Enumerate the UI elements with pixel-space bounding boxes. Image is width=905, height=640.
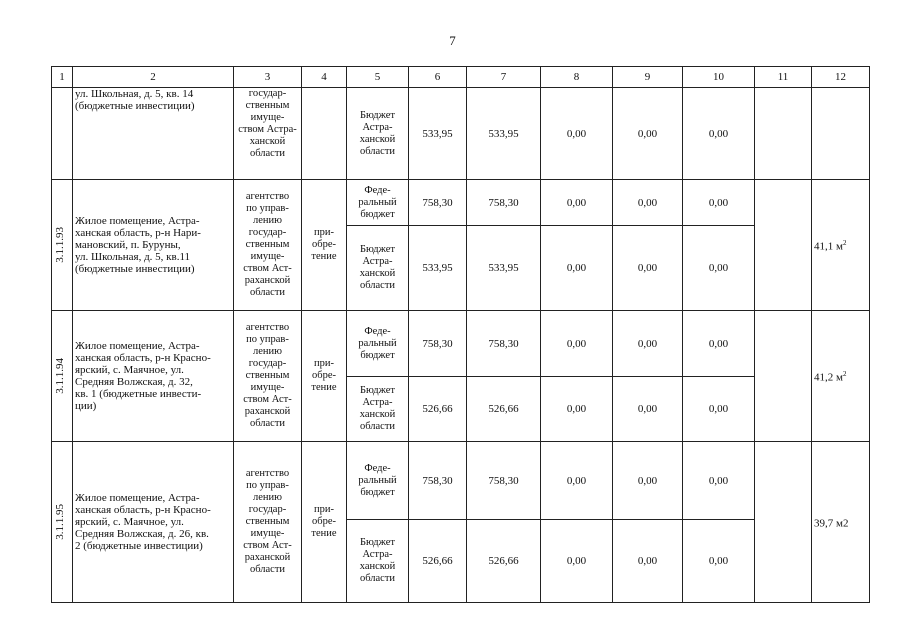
area-cell [812, 180, 870, 311]
source-cell: Бюджет Астра- ханской области [347, 226, 409, 311]
agency-cell: агентство по управ- лению государ- ственным имуще- ством Аст- раханской области [234, 442, 302, 603]
value-cell: 0,00 [541, 180, 613, 226]
col-header-9: 9 [613, 67, 683, 88]
value-cell: 0,00 [613, 226, 683, 311]
value-cell: 758,30 [467, 442, 541, 520]
code-cell [52, 311, 73, 442]
area-cell [812, 442, 870, 603]
value-cell: 526,66 [409, 377, 467, 442]
code-cell [52, 88, 73, 180]
area-cell [812, 88, 870, 180]
value-cell: 0,00 [613, 180, 683, 226]
value-cell: 0,00 [683, 226, 755, 311]
address-cell: Жилое помещение, Астра- ханская область, р-н Нари- мановский, п. Буруны, ул. Школьная, д. 5, кв.11 (бюджетные инвестиции) [73, 180, 234, 311]
table-row [52, 442, 870, 520]
address-cell: ул. Школьная, д. 5, кв. 14 (бюджетные инвестиции) [73, 88, 234, 180]
source-cell: Бюджет Астра- ханской области [347, 88, 409, 180]
value-cell: 0,00 [683, 520, 755, 603]
value-cell: 0,00 [613, 442, 683, 520]
value-cell: 533,95 [467, 226, 541, 311]
col-header-7: 7 [467, 67, 541, 88]
item-code: 3.1.1.94 [54, 358, 66, 394]
col-header-2: 2 [73, 67, 234, 88]
area-unit-sup: 2 [842, 239, 847, 248]
item-code: 3.1.1.93 [54, 227, 66, 263]
code-cell [52, 442, 73, 603]
address-cell: Жилое помещение, Астра- ханская область, р-н Красно- ярский, с. Маячное, ул. Средняя Волжская, д. 32, кв. 1 (бюджетные инвести- ции) [73, 311, 234, 442]
empty-cell [755, 442, 812, 603]
value-cell: 758,30 [467, 180, 541, 226]
table-row [52, 180, 870, 226]
col-header-12: 12 [812, 67, 870, 88]
area-cell [812, 311, 870, 442]
agency-cell: государ- ственным имуще- ством Астра- ханской области [234, 88, 302, 180]
value-cell: 758,30 [409, 311, 467, 377]
agency-cell: агентство по управ- лению государ- ственным имуще- ством Аст- раханской области [234, 180, 302, 311]
value-cell: 0,00 [683, 88, 755, 180]
col-header-11: 11 [755, 67, 812, 88]
source-cell: Феде- ральный бюджет [347, 180, 409, 226]
value-cell: 533,95 [467, 88, 541, 180]
kind-cell: при- обре- тение [302, 442, 347, 603]
value-cell: 0,00 [541, 520, 613, 603]
value-cell: 758,30 [409, 180, 467, 226]
col-header-4: 4 [302, 67, 347, 88]
value-cell: 0,00 [541, 442, 613, 520]
page-number: 7 [449, 33, 456, 48]
area-unit-sup: 2 [842, 370, 847, 379]
source-cell: Феде- ральный бюджет [347, 442, 409, 520]
col-header-1: 1 [52, 67, 73, 88]
empty-cell [755, 311, 812, 442]
table-row [52, 311, 870, 377]
header-row [52, 67, 870, 88]
kind-cell [302, 88, 347, 180]
value-cell: 0,00 [613, 88, 683, 180]
property-table [51, 66, 870, 603]
value-cell: 0,00 [613, 311, 683, 377]
col-header-3: 3 [234, 67, 302, 88]
agency-cell: агентство по управ- лению государ- ственным имуще- ством Аст- раханской области [234, 311, 302, 442]
value-cell: 0,00 [683, 180, 755, 226]
value-cell: 0,00 [541, 311, 613, 377]
value-cell: 526,66 [467, 377, 541, 442]
value-cell: 533,95 [409, 226, 467, 311]
empty-cell [755, 88, 812, 180]
value-cell: 0,00 [683, 442, 755, 520]
area-value: 41,2 м [814, 371, 843, 384]
address-cell: Жилое помещение, Астра- ханская область, р-н Красно- ярский, с. Маячное, ул. Средняя Волжская, д. 26, кв. 2 (бюджетные инвестиции) [73, 442, 234, 603]
value-cell: 758,30 [409, 442, 467, 520]
code-cell [52, 180, 73, 311]
area-value: 39,7 м2 [814, 517, 849, 530]
kind-cell: при- обре- тение [302, 180, 347, 311]
area-value: 41,1 м [814, 240, 843, 253]
source-cell: Бюджет Астра- ханской области [347, 377, 409, 442]
col-header-6: 6 [409, 67, 467, 88]
value-cell: 526,66 [409, 520, 467, 603]
col-header-10: 10 [683, 67, 755, 88]
value-cell: 0,00 [683, 377, 755, 442]
source-cell: Феде- ральный бюджет [347, 311, 409, 377]
empty-cell [755, 180, 812, 311]
value-cell: 533,95 [409, 88, 467, 180]
value-cell: 0,00 [541, 88, 613, 180]
value-cell: 0,00 [613, 377, 683, 442]
item-code: 3.1.1.95 [54, 504, 66, 540]
value-cell: 0,00 [683, 311, 755, 377]
col-header-5: 5 [347, 67, 409, 88]
value-cell: 0,00 [541, 226, 613, 311]
value-cell: 526,66 [467, 520, 541, 603]
kind-cell: при- обре- тение [302, 311, 347, 442]
col-header-8: 8 [541, 67, 613, 88]
value-cell: 0,00 [541, 377, 613, 442]
table-row [52, 88, 870, 180]
value-cell: 0,00 [613, 520, 683, 603]
value-cell: 758,30 [467, 311, 541, 377]
source-cell: Бюджет Астра- ханской области [347, 520, 409, 603]
